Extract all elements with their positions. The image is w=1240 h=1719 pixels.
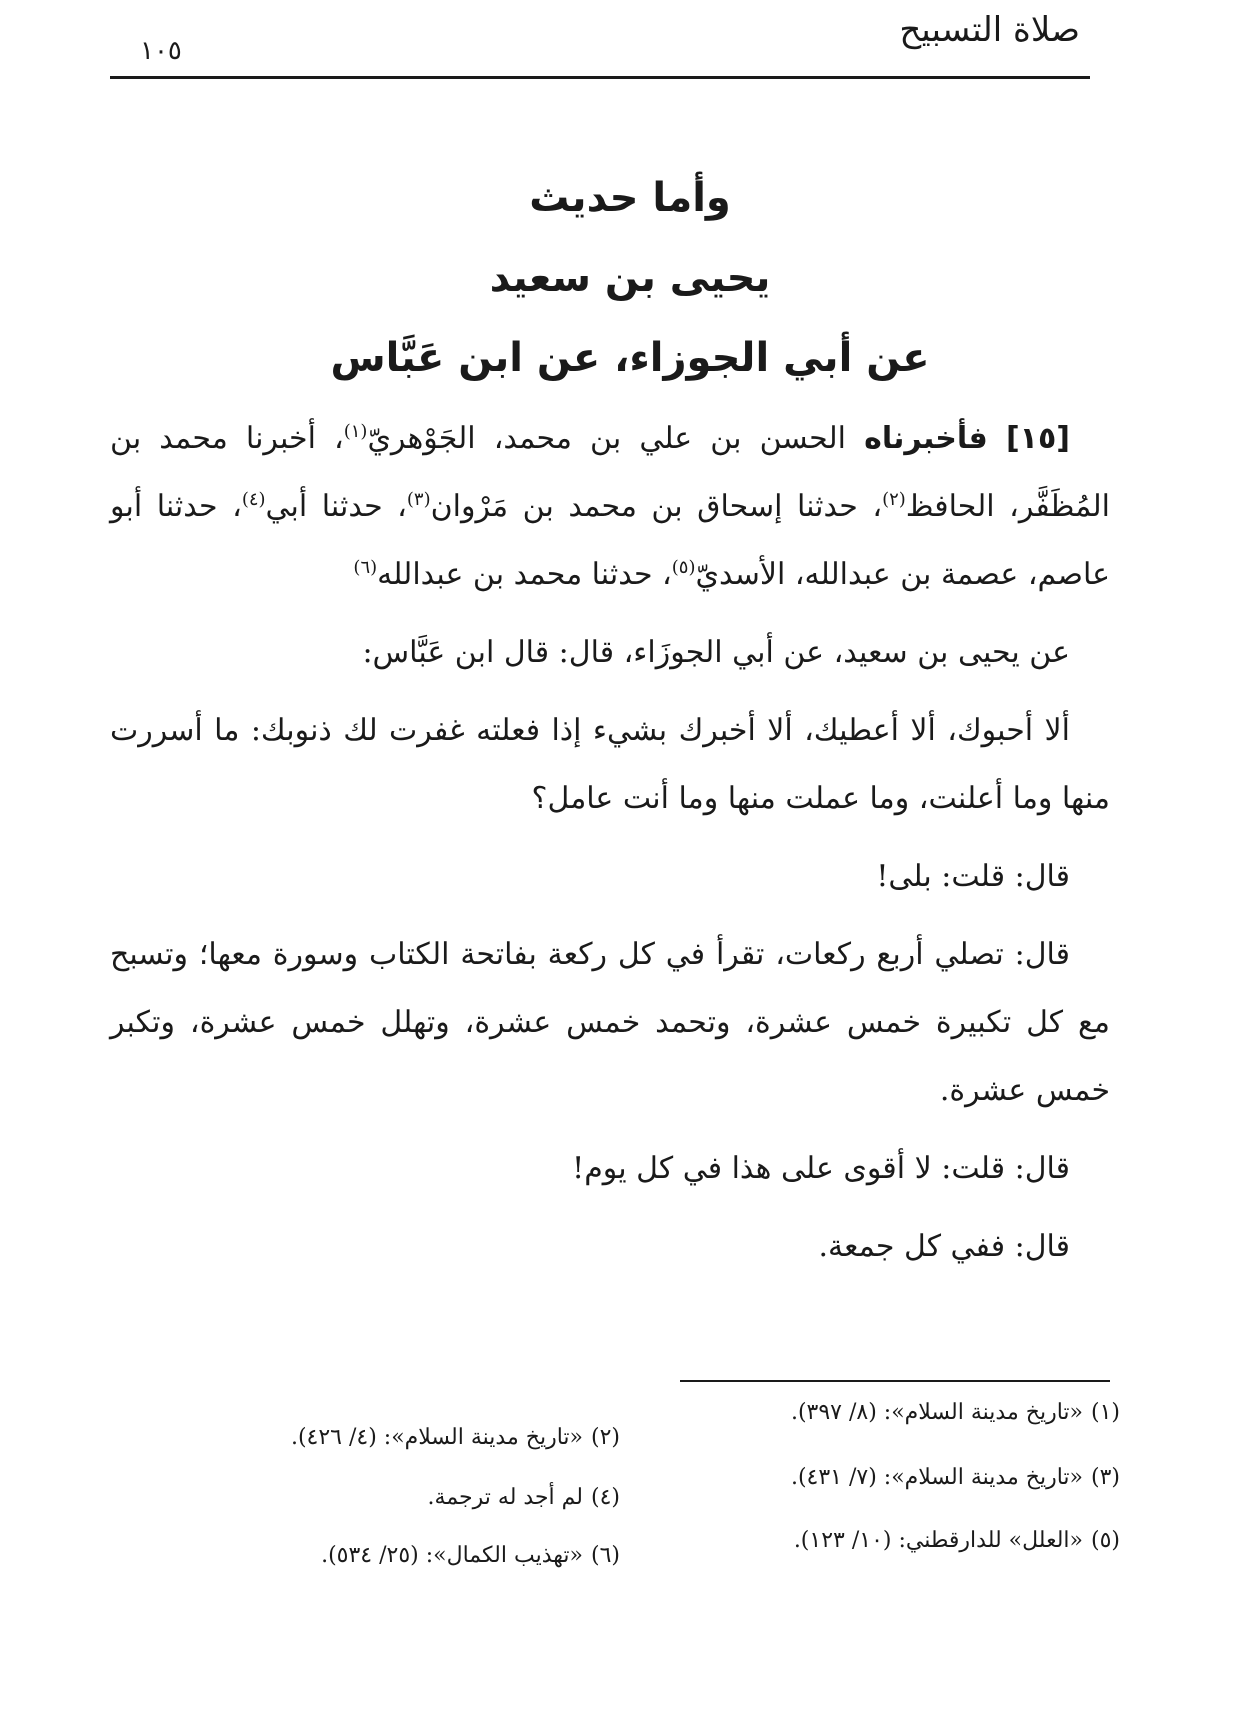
footnote-ref: (١) [343,421,368,442]
text-paragraph: قال: قلت: لا أقوى على هذا في كل يوم! [572,1151,1070,1186]
text-paragraph: ألا أحبوك، ألا أعطيك، ألا أخبرك بشيء إذا فعلته غفرت لك ذنوبك: ما أسررت منها وما أعلنت، وما عملت منها وما أنت عامل؟ [110,713,1110,816]
footnotes [160,1400,1120,1650]
footnote-text: «تهذيب الكمال»: (٢٥/ ٥٣٤). [321,1543,583,1568]
footnote-3 [791,1465,1120,1490]
isnad-paragraph [110,405,1110,609]
isnad-segment: ، حدثنا أبي [265,489,407,524]
footnote-5 [794,1528,1120,1553]
footnote-ref: (٢) [882,489,906,510]
footnote-number: (٢) [590,1425,620,1450]
footnote-ref: (٦) [353,557,378,578]
footnote-2 [291,1425,620,1450]
footnote-ref: (٤) [241,489,266,510]
footnote-4 [428,1485,620,1510]
isnad-segment: ، أخبرنا محمد بن المُظَفَّر، الحافظ [110,421,1110,524]
footnote-rule [680,1380,1110,1382]
main-text [110,405,1110,1291]
footnote-ref: (٥) [671,557,696,578]
footnote-ref: (٣) [406,489,431,510]
footnote-text: «تاريخ مدينة السلام»: (٤/ ٤٢٦). [290,1425,583,1450]
text-paragraph: قال: ففي كل جمعة. [818,1229,1070,1264]
footnote-text: «تاريخ مدينة السلام»: (٨/ ٣٩٧). [790,1400,1083,1425]
hadith-number: [١٥] [1005,421,1070,456]
isnad-segment: ، حدثنا إسحاق بن محمد بن مَرْوان [430,489,883,524]
footnote-6 [321,1543,620,1568]
section-heading-line-1: وأما حديث [529,175,731,221]
isnad-segment: الحسن بن علي بن محمد، الجَوْهريّ [367,421,847,456]
footnote-number: (٤) [590,1485,620,1510]
isnad-segment: ، حدثنا أبو عاصم، عصمة بن عبدالله، الأسديّ [110,489,1110,592]
section-heading-line-3: عن أبي الجوزاء، عن ابن عَبَّاس [330,335,930,381]
footnote-number: (٥) [1090,1528,1120,1553]
footnote-1 [791,1400,1120,1425]
text-paragraph: قال: قلت: بلى! [876,859,1070,894]
footnote-text: «تاريخ مدينة السلام»: (٧/ ٤٣١). [790,1465,1083,1490]
lead-word: فأخبرناه [864,421,988,456]
isnad-segment: ، حدثنا محمد بن عبدالله [377,557,672,592]
footnote-number: (١) [1090,1400,1120,1425]
running-header [110,10,1090,78]
footnote-text: «العلل» للدارقطني: (١٠/ ١٢٣). [793,1528,1083,1553]
page-number: ١٠٥ [140,36,182,66]
footnote-number: (٣) [1090,1465,1120,1490]
header-rule [110,76,1090,79]
footnote-number: (٦) [590,1543,620,1568]
text-paragraph: عن يحيى بن سعيد، عن أبي الجوزَاء، قال: قال ابن عَبَّاس: [362,635,1070,670]
footnote-text: لم أجد له ترجمة. [427,1485,583,1510]
text-paragraph: قال: تصلي أربع ركعات، تقرأ في كل ركعة بفاتحة الكتاب وسورة معها؛ وتسبح مع كل تكبيرة خمس عشرة، وتحمد خمس عشرة، وتهلل خمس عشرة، وتكبر خمس عشرة. [110,937,1110,1108]
running-header-title: صلاة التسبيح [899,10,1080,50]
section-heading-line-2: يحيى بن سعيد [489,255,771,301]
